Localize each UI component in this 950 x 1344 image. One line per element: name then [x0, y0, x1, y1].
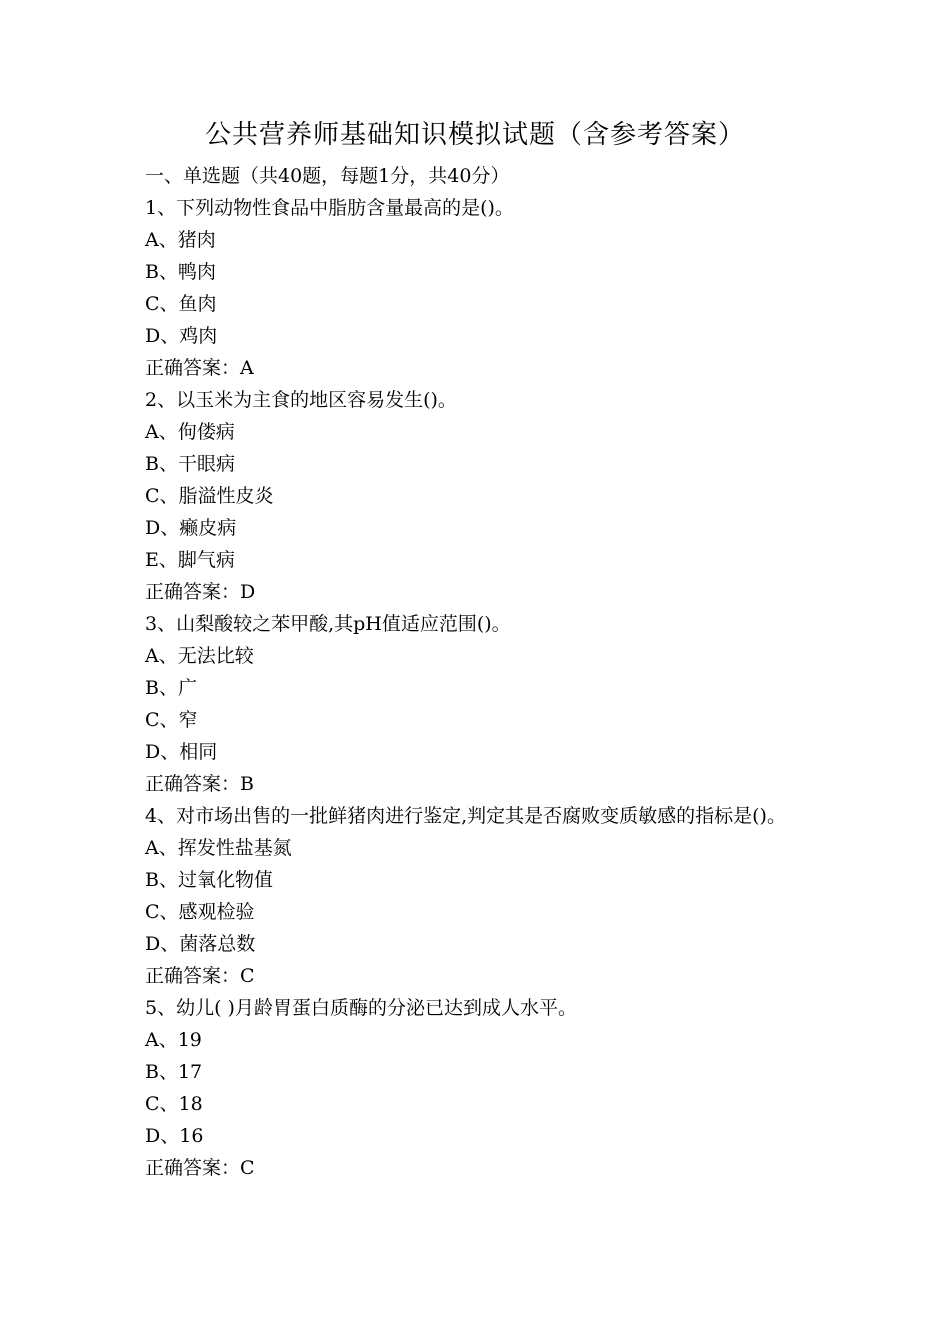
option-e: E、脚气病: [145, 549, 235, 571]
question-stem: 2、以玉米为主食的地区容易发生()。: [145, 389, 457, 411]
question-stem: 1、下列动物性食品中脂肪含量最高的是()。: [145, 197, 514, 219]
question-stem: 4、对市场出售的一批鲜猪肉进行鉴定,判定其是否腐败变质敏感的指标是()。: [145, 805, 786, 827]
option-b: B、干眼病: [145, 453, 235, 475]
question-block: [145, 384, 815, 608]
option-d: D、菌落总数: [145, 933, 256, 955]
document-title: 公共营养师基础知识模拟试题（含参考答案）: [204, 120, 745, 150]
option-b: B、鸭肉: [145, 261, 216, 283]
option-d: D、鸡肉: [145, 325, 218, 347]
option-a: A、无法比较: [145, 645, 254, 667]
option-b: B、17: [145, 1061, 203, 1083]
question-stem: 5、幼儿( )月龄胃蛋白质酶的分泌已达到成人水平。: [145, 997, 577, 1019]
question-block: [145, 192, 815, 384]
correct-answer: 正确答案：D: [145, 581, 256, 603]
option-d: D、16: [145, 1125, 204, 1147]
option-d: D、相同: [145, 741, 218, 763]
correct-answer: 正确答案：C: [145, 1157, 255, 1179]
question-stem: 3、山梨酸较之苯甲酸,其pH值适应范围()。: [145, 613, 511, 635]
correct-answer: 正确答案：A: [145, 357, 254, 379]
option-b: B、广: [145, 677, 197, 699]
document-body: [145, 160, 815, 1184]
correct-answer: 正确答案：C: [145, 965, 255, 987]
option-c: C、窄: [145, 709, 198, 731]
question-block: [145, 800, 815, 992]
option-a: A、19: [145, 1029, 202, 1051]
option-c: C、鱼肉: [145, 293, 217, 315]
question-block: [145, 992, 815, 1184]
option-c: C、感观检验: [145, 901, 255, 923]
option-c: C、18: [145, 1093, 203, 1115]
option-b: B、过氧化物值: [145, 869, 273, 891]
correct-answer: 正确答案：B: [145, 773, 254, 795]
option-d: D、癞皮病: [145, 517, 237, 539]
section-heading: 一、单选题（共40题，每题1分，共40分）: [145, 165, 510, 187]
option-a: A、佝偻病: [145, 421, 235, 443]
option-c: C、脂溢性皮炎: [145, 485, 274, 507]
question-block: [145, 608, 815, 800]
option-a: A、挥发性盐基氮: [145, 837, 292, 859]
option-a: A、猪肉: [145, 229, 216, 251]
